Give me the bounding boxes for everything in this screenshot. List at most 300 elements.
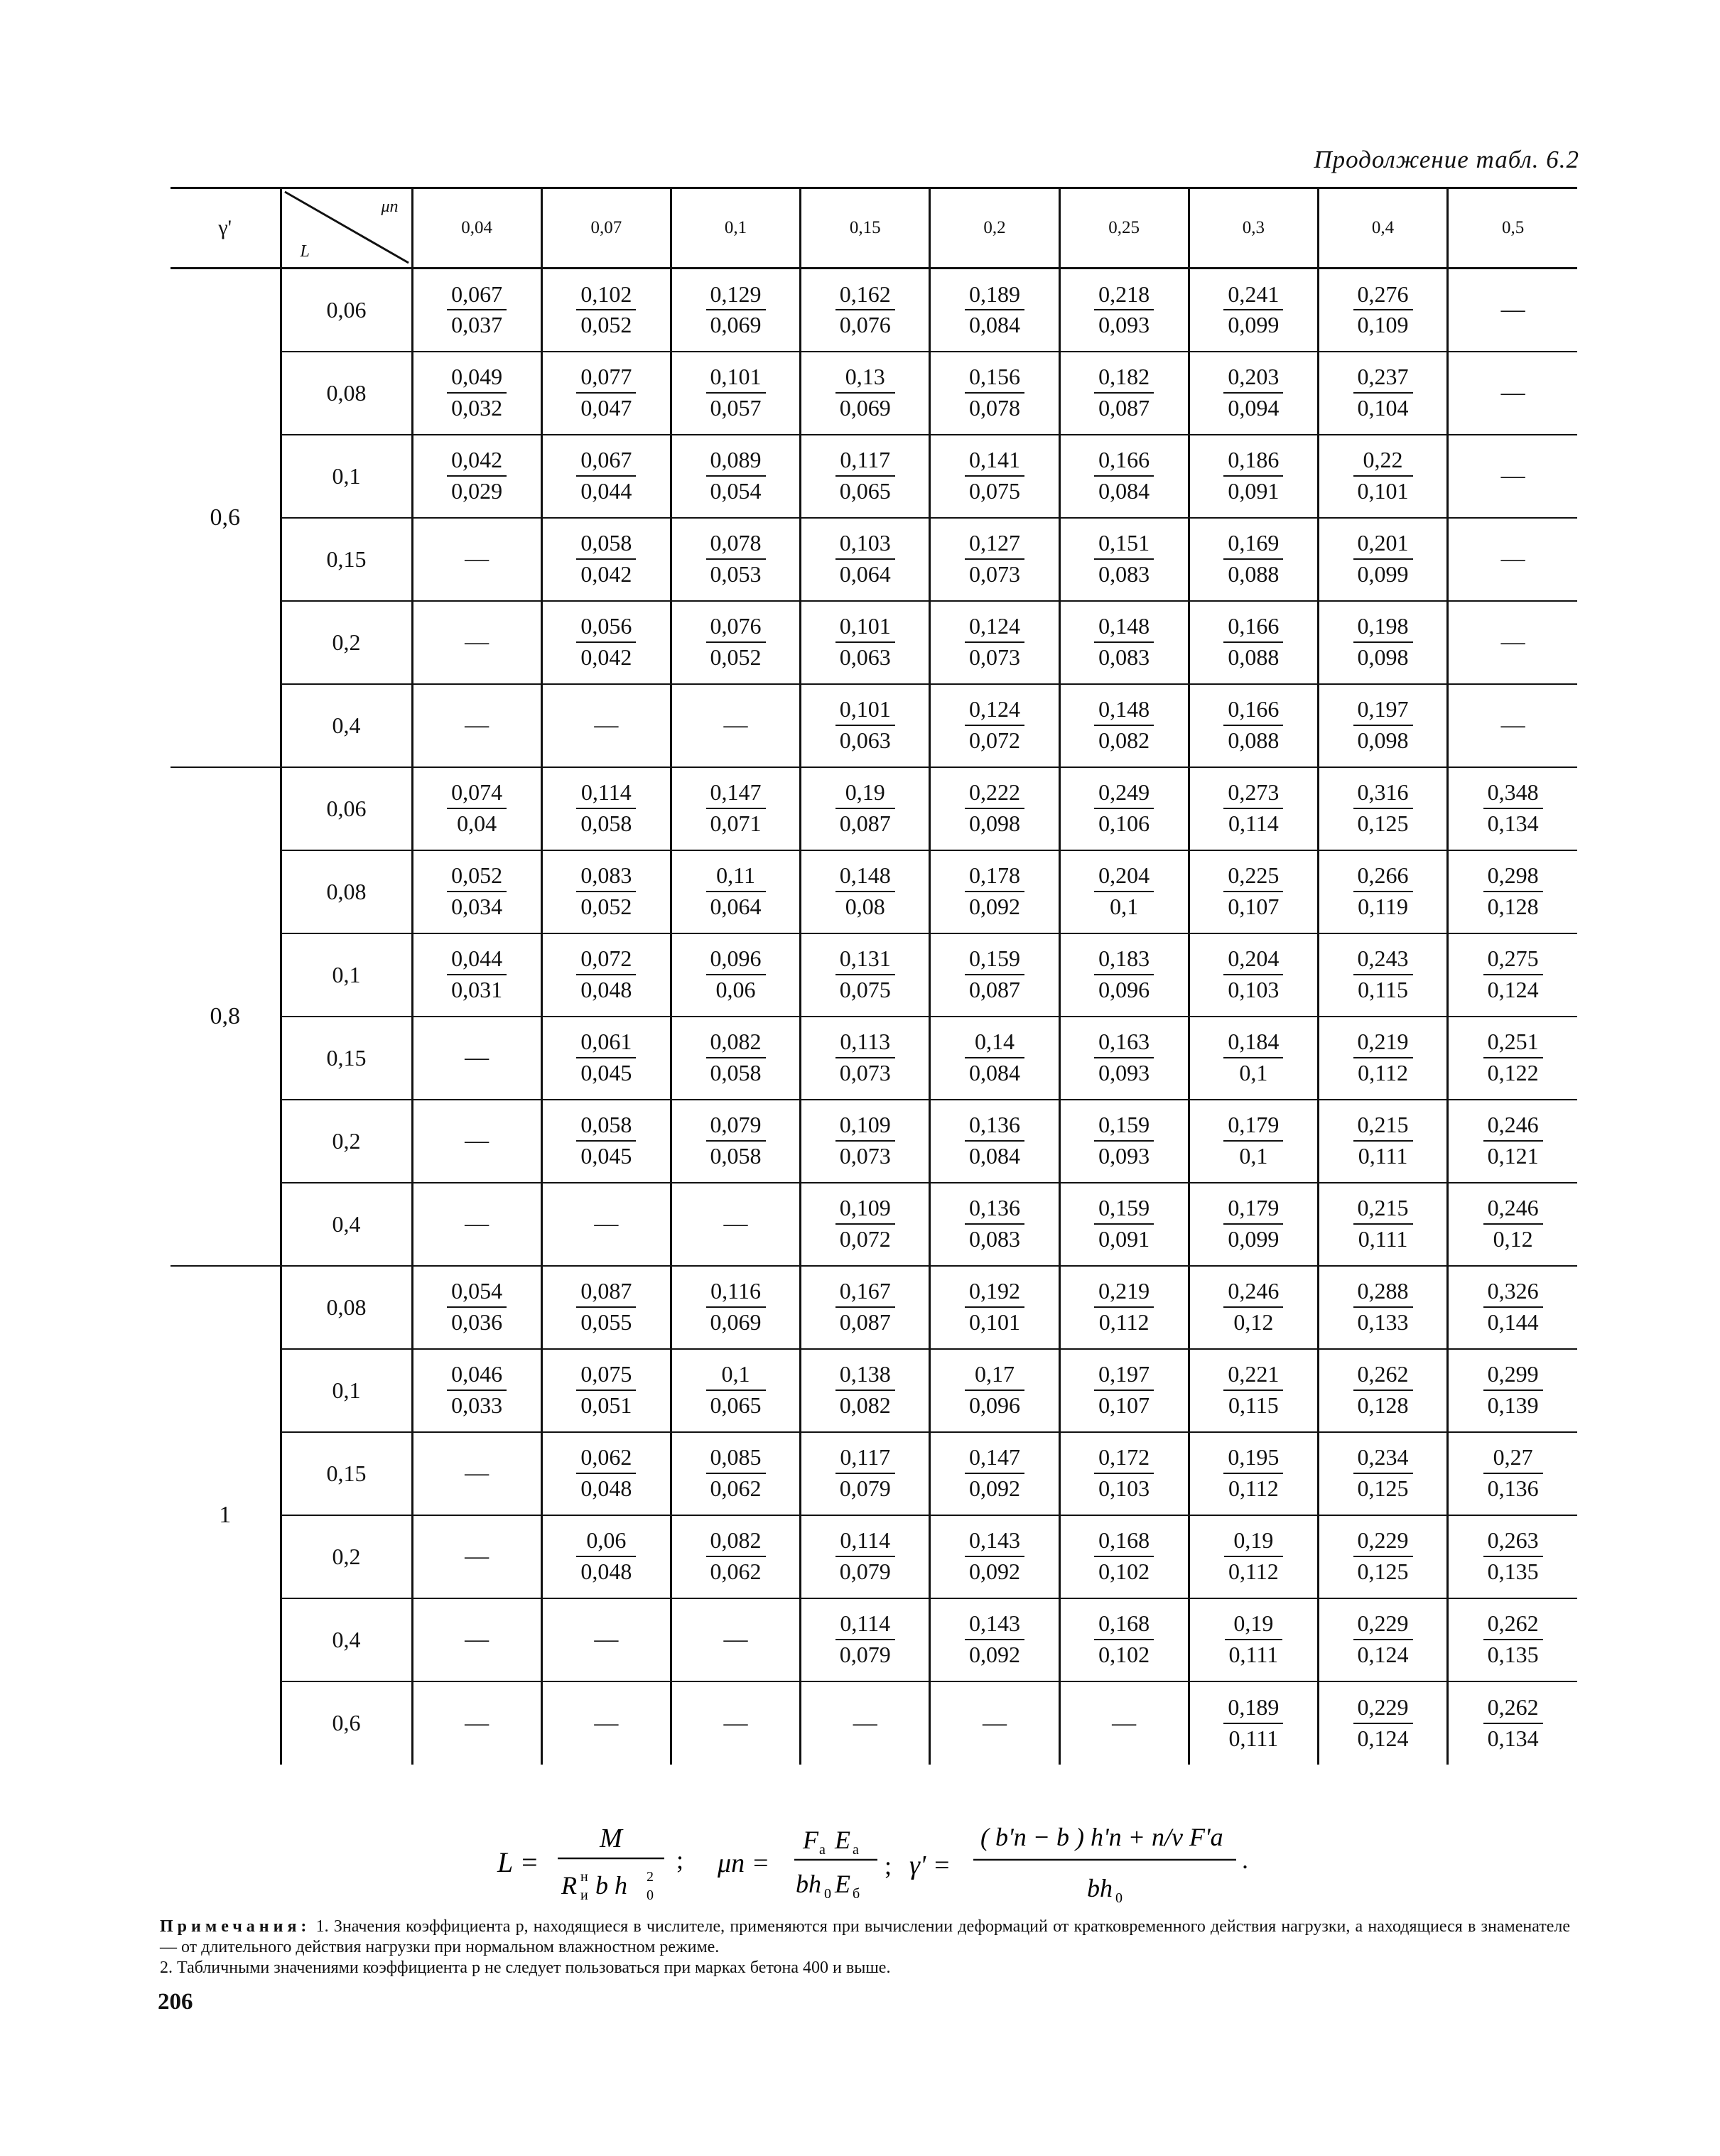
formula-L-den-h-sub: 0	[647, 1887, 654, 1903]
coefficient-denominator: 0,073	[968, 644, 1020, 670]
coefficient-fraction	[1094, 944, 1154, 1004]
L-value: 0,4	[281, 1598, 412, 1681]
empty-dash: —	[594, 1210, 619, 1237]
note-2: 2. Табличными значениями коэффициента p не следует пользоваться при марках бетона 400 и выше.	[160, 1959, 891, 1977]
coefficient-fraction	[835, 1277, 895, 1337]
coefficient-fraction	[835, 1360, 895, 1420]
coefficient-cell	[1059, 1681, 1189, 1765]
empty-dash: —	[465, 1210, 490, 1237]
coefficient-cell	[801, 518, 930, 601]
coefficient-fraction	[965, 1277, 1024, 1337]
L-value: 0,15	[281, 1017, 412, 1100]
coefficient-fraction	[1094, 1360, 1154, 1420]
coefficient-denominator: 0,102	[1098, 1559, 1150, 1584]
coefficient-fraction	[1094, 362, 1154, 423]
coefficient-fraction	[576, 1110, 636, 1171]
coefficient-denominator: 0,092	[968, 1475, 1020, 1501]
coefficient-fraction	[965, 1360, 1024, 1420]
coefficient-cell	[1189, 1598, 1318, 1681]
coefficient-denominator: 0,064	[710, 894, 762, 919]
table-header-row	[171, 188, 1577, 269]
L-value: 0,2	[281, 1515, 412, 1598]
coefficient-denominator: 0,083	[968, 1226, 1020, 1252]
coefficient-fraction	[706, 1277, 766, 1337]
coefficient-fraction	[1094, 778, 1154, 838]
table-row	[171, 601, 1577, 684]
coefficient-numerator: 0,062	[576, 1443, 636, 1474]
coefficient-cell	[671, 684, 800, 767]
coefficient-cell	[801, 1432, 930, 1515]
coefficient-cell	[930, 269, 1059, 352]
coefficient-cell	[671, 1681, 800, 1765]
coefficient-numerator: 0,262	[1483, 1609, 1543, 1640]
coefficient-numerator: 0,067	[447, 280, 507, 311]
coefficient-numerator: 0,101	[835, 612, 895, 643]
L-value: 0,1	[281, 1349, 412, 1432]
coefficient-fraction	[1353, 1110, 1413, 1171]
formula-L-lhs: L =	[497, 1846, 539, 1878]
coefficient-numerator: 0,197	[1094, 1360, 1154, 1391]
coefficient-numerator: 0,124	[965, 695, 1024, 726]
coefficient-cell	[930, 684, 1059, 767]
formula-sep-2: ;	[885, 1851, 892, 1880]
coefficient-numerator: 0,251	[1483, 1027, 1543, 1058]
L-value: 0,06	[281, 269, 412, 352]
coefficient-cell	[930, 933, 1059, 1017]
empty-dash: —	[1500, 379, 1525, 406]
coefficient-cell	[541, 1349, 671, 1432]
formula-gamma-den-sub: 0	[1115, 1890, 1123, 1906]
coefficient-cell	[412, 601, 541, 684]
coefficient-denominator: 0,088	[1228, 561, 1280, 587]
coefficient-fraction	[1223, 1110, 1283, 1171]
coefficient-numerator: 0,17	[965, 1360, 1024, 1391]
coefficient-cell	[801, 1349, 930, 1432]
coefficient-fraction	[1223, 1443, 1283, 1503]
coefficient-numerator: 0,077	[576, 362, 636, 394]
coefficient-numerator: 0,22	[1353, 445, 1413, 477]
coefficient-cell	[541, 1515, 671, 1598]
coefficient-denominator: 0,045	[580, 1060, 632, 1085]
coefficient-numerator: 0,082	[706, 1027, 766, 1058]
coefficient-numerator: 0,218	[1094, 280, 1154, 311]
coefficient-fraction	[1223, 1693, 1283, 1753]
coefficient-fraction	[1223, 944, 1283, 1004]
coefficient-numerator: 0,082	[706, 1526, 766, 1557]
coefficient-fraction	[1483, 1360, 1543, 1420]
coefficient-denominator: 0,098	[1357, 727, 1409, 753]
coefficient-fraction	[447, 944, 507, 1004]
coefficient-denominator: 0,087	[839, 1309, 891, 1335]
coefficient-numerator: 0,101	[706, 362, 766, 394]
coefficient-denominator: 0,073	[839, 1060, 891, 1085]
coefficient-cell	[1448, 1681, 1577, 1765]
coefficient-fraction	[1223, 1027, 1283, 1088]
coefficient-numerator: 0,044	[447, 944, 507, 975]
coefficient-numerator: 0,101	[835, 695, 895, 726]
coefficient-denominator: 0,128	[1357, 1392, 1409, 1418]
coefficient-denominator: 0,04	[457, 811, 497, 836]
L-value: 0,2	[281, 1100, 412, 1183]
empty-dash: —	[465, 546, 490, 572]
coefficient-fraction	[1353, 1443, 1413, 1503]
coefficient-numerator: 0,056	[576, 612, 636, 643]
coefficient-cell	[1059, 1598, 1189, 1681]
coefficient-cell	[412, 1183, 541, 1266]
col-header: 0,1	[671, 188, 800, 269]
coefficient-fraction	[1094, 695, 1154, 755]
coefficient-denominator: 0,092	[968, 1642, 1020, 1667]
coefficient-denominator: 0,045	[580, 1143, 632, 1169]
col-header: 0,4	[1318, 188, 1447, 269]
coefficient-cell	[930, 352, 1059, 435]
coefficient-denominator: 0,134	[1487, 1725, 1539, 1751]
coefficient-fraction	[447, 1277, 507, 1337]
coefficient-numerator: 0,225	[1223, 861, 1283, 892]
coefficient-fraction	[576, 280, 636, 340]
L-value: 0,08	[281, 352, 412, 435]
coefficient-denominator: 0,098	[968, 811, 1020, 836]
coefficient-denominator: 0,12	[1493, 1226, 1533, 1252]
coefficient-numerator: 0,182	[1094, 362, 1154, 394]
coefficient-cell	[671, 1266, 800, 1349]
coefficient-fraction	[447, 362, 507, 423]
coefficient-cell	[1189, 1266, 1318, 1349]
coefficient-numerator: 0,058	[576, 529, 636, 560]
formula-mu-den-E-sub: б	[853, 1886, 860, 1902]
coefficient-cell	[541, 684, 671, 767]
coefficient-cell	[1059, 435, 1189, 518]
coefficient-fraction	[1483, 1027, 1543, 1088]
empty-dash: —	[465, 629, 490, 655]
coefficient-denominator: 0,102	[1098, 1642, 1150, 1667]
coefficient-cell	[1318, 1017, 1447, 1100]
coefficient-denominator: 0,103	[1098, 1475, 1150, 1501]
coefficient-fraction	[965, 612, 1024, 672]
coefficient-numerator: 0,192	[965, 1277, 1024, 1308]
coefficient-denominator: 0,1	[1110, 894, 1139, 919]
coefficient-numerator: 0,06	[576, 1526, 636, 1557]
col-header: 0,15	[801, 188, 930, 269]
coefficient-cell	[412, 1681, 541, 1765]
empty-dash: —	[465, 1044, 490, 1071]
formula-L-den-h-sup: 2	[647, 1869, 654, 1885]
formula-mu-num-E-sub: а	[853, 1842, 859, 1858]
coefficient-denominator: 0,048	[580, 977, 632, 1002]
coefficient-fraction	[965, 1443, 1024, 1503]
L-value: 0,6	[281, 1681, 412, 1765]
coefficient-cell	[1318, 352, 1447, 435]
L-value: 0,4	[281, 684, 412, 767]
coefficient-cell	[801, 1266, 930, 1349]
coefficient-numerator: 0,136	[965, 1110, 1024, 1142]
coefficient-cell	[930, 1681, 1059, 1765]
formula-L-den-rest: b h	[595, 1871, 627, 1900]
coefficient-cell	[930, 1432, 1059, 1515]
coefficient-fraction	[1353, 1526, 1413, 1586]
coefficient-denominator: 0,112	[1228, 1559, 1279, 1584]
coefficient-fraction	[706, 445, 766, 506]
coefficient-cell	[801, 684, 930, 767]
coefficient-fraction	[1353, 1027, 1413, 1088]
coefficient-cell	[1448, 1349, 1577, 1432]
empty-dash: —	[723, 1709, 748, 1736]
coefficient-numerator: 0,198	[1353, 612, 1413, 643]
coefficient-table	[171, 187, 1577, 1765]
coefficient-cell	[412, 435, 541, 518]
coefficient-numerator: 0,11	[706, 861, 766, 892]
coefficient-numerator: 0,117	[835, 1443, 895, 1474]
coefficient-cell	[1059, 850, 1189, 933]
coefficient-cell	[1059, 684, 1189, 767]
table-body	[171, 269, 1577, 1765]
coefficient-numerator: 0,117	[835, 445, 895, 477]
col-header: 0,07	[541, 188, 671, 269]
coefficient-denominator: 0,063	[839, 727, 891, 753]
coefficient-fraction	[965, 778, 1024, 838]
coefficient-denominator: 0,122	[1487, 1060, 1539, 1085]
coefficient-denominator: 0,096	[1098, 977, 1150, 1002]
coefficient-numerator: 0,169	[1223, 529, 1283, 560]
coefficient-fraction	[1353, 1693, 1413, 1753]
coefficient-numerator: 0,179	[1223, 1110, 1283, 1142]
coefficient-cell	[412, 933, 541, 1017]
coefficient-numerator: 0,116	[706, 1277, 766, 1308]
coefficient-fraction	[835, 695, 895, 755]
coefficient-fraction	[447, 280, 507, 340]
coefficient-cell	[801, 850, 930, 933]
coefficient-cell	[1318, 1266, 1447, 1349]
coefficient-cell	[541, 1598, 671, 1681]
empty-dash: —	[465, 1709, 490, 1736]
coefficient-fraction	[835, 1193, 895, 1254]
empty-dash: —	[594, 712, 619, 738]
coefficient-denominator: 0,111	[1358, 1226, 1408, 1252]
gamma-group-value: 0,6	[210, 504, 240, 531]
L-header-label: L	[300, 242, 310, 261]
coefficient-denominator: 0,087	[839, 811, 891, 836]
gamma-group-value: 1	[171, 1266, 281, 1765]
coefficient-numerator: 0,058	[576, 1110, 636, 1142]
diagonal-header-cell	[281, 188, 412, 269]
table-row	[171, 850, 1577, 933]
empty-dash: —	[853, 1709, 877, 1736]
empty-dash: —	[594, 1709, 619, 1736]
coefficient-cell	[930, 1100, 1059, 1183]
coefficient-denominator: 0,099	[1228, 1226, 1280, 1252]
coefficient-cell	[412, 352, 541, 435]
coefficient-denominator: 0,098	[1357, 644, 1409, 670]
coefficient-denominator: 0,109	[1357, 312, 1409, 338]
empty-dash: —	[594, 1626, 619, 1652]
coefficient-denominator: 0,058	[710, 1143, 762, 1169]
coefficient-denominator: 0,079	[839, 1475, 891, 1501]
coefficient-cell	[801, 352, 930, 435]
coefficient-cell	[1448, 1432, 1577, 1515]
coefficient-denominator: 0,057	[710, 395, 762, 421]
coefficient-cell	[412, 1266, 541, 1349]
coefficient-cell	[1189, 1100, 1318, 1183]
L-value: 0,15	[281, 1432, 412, 1515]
coefficient-fraction	[1483, 1110, 1543, 1171]
coefficient-cell	[671, 933, 800, 1017]
coefficient-denominator: 0,042	[580, 561, 632, 587]
coefficient-cell	[1189, 1515, 1318, 1598]
coefficient-numerator: 0,168	[1094, 1609, 1154, 1640]
coefficient-denominator: 0,08	[845, 894, 885, 919]
coefficient-numerator: 0,103	[835, 529, 895, 560]
coefficient-numerator: 0,326	[1483, 1277, 1543, 1308]
coefficient-cell	[671, 601, 800, 684]
coefficient-fraction	[706, 1443, 766, 1503]
coefficient-fraction	[706, 362, 766, 423]
coefficient-fraction	[1353, 695, 1413, 755]
coefficient-cell	[1189, 1432, 1318, 1515]
coefficient-numerator: 0,19	[1224, 1526, 1283, 1557]
coefficient-fraction	[835, 861, 895, 921]
coefficient-cell	[1189, 435, 1318, 518]
coefficient-cell	[541, 435, 671, 518]
note-1: 1. Значения коэффициента p, находящиеся в числителе, применяются при вычислении деформаций от кратковременного действия нагрузки, а находящиеся в знаменателе — от длительного действия нагрузки при нормальном влажностном режиме.	[160, 1917, 1571, 1956]
coefficient-denominator: 0,071	[710, 811, 762, 836]
coefficient-cell	[1318, 1598, 1447, 1681]
coefficient-cell	[412, 1017, 541, 1100]
coefficient-cell	[1448, 1183, 1577, 1266]
coefficient-numerator: 0,067	[576, 445, 636, 477]
coefficient-cell	[412, 850, 541, 933]
coefficient-cell	[1059, 1349, 1189, 1432]
coefficient-cell	[1448, 1100, 1577, 1183]
coefficient-cell	[1318, 435, 1447, 518]
coefficient-cell	[412, 518, 541, 601]
coefficient-cell	[1189, 269, 1318, 352]
L-value: 0,08	[281, 850, 412, 933]
formula-gamma-lhs: γ' =	[909, 1851, 951, 1880]
coefficient-numerator: 0,083	[576, 861, 636, 892]
coefficient-fraction	[576, 1443, 636, 1503]
coefficient-denominator: 0,119	[1358, 894, 1408, 919]
coefficient-numerator: 0,179	[1223, 1193, 1283, 1225]
coefficient-denominator: 0,075	[968, 478, 1020, 504]
coefficient-fraction	[835, 778, 895, 838]
coefficient-numerator: 0,087	[576, 1277, 636, 1308]
col-header: 0,04	[412, 188, 541, 269]
coefficient-cell	[801, 269, 930, 352]
coefficient-numerator: 0,246	[1223, 1277, 1283, 1308]
coefficient-cell	[541, 1183, 671, 1266]
coefficient-denominator: 0,072	[839, 1226, 891, 1252]
coefficient-numerator: 0,109	[835, 1110, 895, 1142]
coefficient-denominator: 0,115	[1358, 977, 1408, 1002]
notes-block	[160, 1917, 1570, 1978]
coefficient-cell	[930, 435, 1059, 518]
coefficient-cell	[930, 767, 1059, 850]
coefficient-denominator: 0,106	[1098, 811, 1150, 836]
coefficient-fraction	[1094, 1027, 1154, 1088]
coefficient-cell	[1189, 601, 1318, 684]
gamma-group-value: 0,8	[171, 767, 281, 1266]
coefficient-cell	[1448, 601, 1577, 684]
coefficient-fraction	[706, 280, 766, 340]
coefficient-cell	[930, 1598, 1059, 1681]
coefficient-fraction	[965, 1526, 1024, 1586]
coefficient-cell	[541, 933, 671, 1017]
coefficient-fraction	[447, 445, 507, 506]
coefficient-denominator: 0,099	[1228, 312, 1280, 338]
coefficient-denominator: 0,135	[1487, 1559, 1539, 1584]
coefficient-cell	[1448, 518, 1577, 601]
coefficient-numerator: 0,124	[965, 612, 1024, 643]
coefficient-denominator: 0,092	[968, 894, 1020, 919]
coefficient-cell	[930, 1515, 1059, 1598]
coefficient-numerator: 0,266	[1353, 861, 1413, 892]
coefficient-cell	[1448, 767, 1577, 850]
table-row	[171, 1598, 1577, 1681]
coefficient-cell	[1448, 352, 1577, 435]
coefficient-cell	[541, 1432, 671, 1515]
coefficient-numerator: 0,159	[965, 944, 1024, 975]
coefficient-cell	[801, 933, 930, 1017]
L-value: 0,06	[281, 767, 412, 850]
coefficient-fraction	[835, 445, 895, 506]
formula-end-period: .	[1242, 1846, 1248, 1874]
coefficient-fraction	[1483, 1526, 1543, 1586]
coefficient-numerator: 0,096	[706, 944, 766, 975]
coefficient-fraction	[1223, 778, 1283, 838]
coefficient-numerator: 0,298	[1483, 861, 1543, 892]
coefficient-denominator: 0,063	[839, 644, 891, 670]
col-header: 0,5	[1448, 188, 1577, 269]
coefficient-fraction	[1094, 612, 1154, 672]
coefficient-denominator: 0,133	[1357, 1309, 1409, 1335]
coefficient-denominator: 0,124	[1357, 1642, 1409, 1667]
coefficient-denominator: 0,042	[580, 644, 632, 670]
coefficient-cell	[1318, 933, 1447, 1017]
L-value: 0,1	[281, 435, 412, 518]
coefficient-denominator: 0,051	[580, 1392, 632, 1418]
coefficient-numerator: 0,159	[1094, 1193, 1154, 1225]
formula-mu-lhs: μn =	[718, 1848, 770, 1878]
coefficient-cell	[930, 518, 1059, 601]
coefficient-numerator: 0,13	[835, 362, 895, 394]
coefficient-cell	[1318, 850, 1447, 933]
coefficient-denominator: 0,082	[1098, 727, 1150, 753]
coefficient-cell	[1318, 767, 1447, 850]
coefficient-denominator: 0,036	[451, 1309, 503, 1335]
coefficient-fraction	[1094, 1609, 1154, 1669]
coefficient-cell	[541, 1681, 671, 1765]
col-header: 0,3	[1189, 188, 1318, 269]
coefficient-numerator: 0,262	[1483, 1693, 1543, 1724]
L-value: 0,2	[281, 601, 412, 684]
formula-L-den-R-sup: н	[580, 1869, 588, 1885]
coefficient-numerator: 0,109	[835, 1193, 895, 1225]
coefficient-denominator: 0,052	[580, 312, 632, 338]
coefficient-cell	[1059, 518, 1189, 601]
empty-dash: —	[1500, 296, 1525, 323]
coefficient-cell	[1448, 435, 1577, 518]
coefficient-cell	[1318, 1432, 1447, 1515]
table-row	[171, 518, 1577, 601]
coefficient-cell	[412, 269, 541, 352]
table-continuation-caption: Продолжение табл. 6.2	[1314, 146, 1579, 173]
coefficient-cell	[1448, 1515, 1577, 1598]
coefficient-cell	[541, 1100, 671, 1183]
coefficient-fraction	[965, 861, 1024, 921]
coefficient-numerator: 0,299	[1483, 1360, 1543, 1391]
coefficient-fraction	[1483, 1609, 1543, 1669]
coefficient-cell	[1318, 1349, 1447, 1432]
